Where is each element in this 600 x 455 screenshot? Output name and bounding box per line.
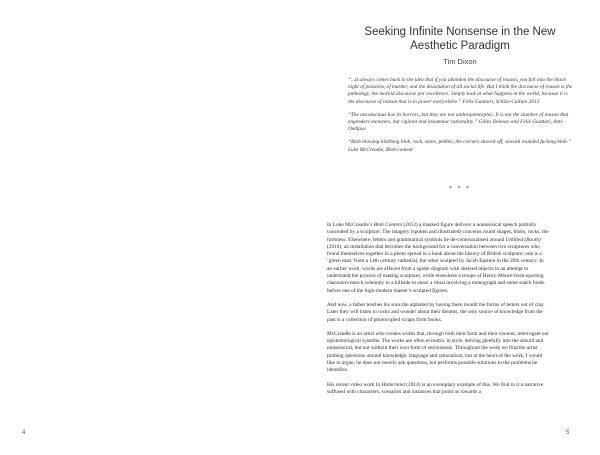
text-run: (2012) a masked figure delivers a nonsensical speech partially concealed by a sculpture. The imagery (spoken and illustrated) concerns round shapes, blobs, rocks, the formless. Elsewhere, letters and grammatical symbols lie de-contextualised around: [327, 222, 549, 243]
italic-title: Blob Content: [373, 222, 403, 228]
text-run: McCreadie is an artist who creates works that, through both their form and their content, interrogate our epistemological systems. The works are often eccentric in style, delving gleefully into the absurd and nonsensical, but not without their own form of seriousness. Throughout the work we find the artist probing questions around knowledge, language and rationalism, but at the heart of the work, I would like to argue, he does not merely ask questions, but performs possible solutions to the problems he identifies.: [327, 330, 549, 374]
text-run: And now, a father teaches his sons the alphabet by having them mould the forms of letters out of clay. Later they will listen to rocks and wonder about their dreams, the only source of knowledge from the past is a collection of photocopied scraps from books.: [327, 301, 545, 323]
italic-title: Untitled (Booth): [505, 236, 541, 243]
text-run: His recent video work: [327, 381, 376, 388]
epigraph: “Blob blowing blobbing blob, rock, stone, pebble, the corners shaved off, smooth rounded fucking blob.” Luke McCreadie, Blob content: [348, 139, 571, 153]
body-paragraph: [327, 222, 549, 295]
italic-title: In Hinterland: [375, 381, 405, 388]
author-name: Tim Dixon: [443, 57, 477, 66]
body-paragraph: [327, 302, 549, 324]
text-run: In Luke McCreadie’s: [327, 222, 374, 228]
body-text: [327, 222, 549, 403]
text-run: (2010), an installation that becomes the background for a conversation between two sculptures who found themselves together in a photo spread in a book about the history of British sculpture; one is a ‘green man’ from a 14th century cathedral, the other sculpted by Jacob Epstein in the 20th century. In an earlier work, words are effaced from a spider diagram with shelved objects in an attempt to understand the process of making sculpture, while elsewhere a troupe of Henry-Moore-form-sporting characters march solemnly to a hillside to enact a ritual involving a monograph and some snack foods before one of the high-modern master’s sculpted figures.: [327, 243, 545, 294]
text-run: (2014) is an exemplary example of this. We find in it a narrative suffused with characters, scenarios and instances that point us towards a: [327, 381, 544, 395]
epigraph: “The unconscious has its horrors, but they are not anthropomorphic. It is not the slumber of reason that engenders monsters, but vigilant and insomniac rationality.” Gilles Deleuze and Félix Guattari, Anti-Oedipus: [348, 111, 569, 133]
right-page: [300, 0, 600, 455]
epigraph: “...It always comes back to the idea that if you abandon the discourse of reason, you fall into the black night of passions, of murder, and the dissolution of all social life. But I think the discourse of reason is the pathology, the morbid discourse par excellence. Simply look at what happens in the world, because it is the discourse of reason that is in power everywhere.” Félix Guattari, Schizo-Culture 2013: [348, 77, 573, 105]
section-separator: * * *: [449, 186, 471, 192]
body-paragraph: [327, 331, 549, 375]
body-paragraph: [327, 382, 549, 397]
epigraph-list: [348, 77, 573, 160]
page-number-left: 4: [22, 430, 26, 436]
article-title: Seeking Infinite Nonsense in the New Aesthetic Paradigm: [364, 26, 556, 52]
page-number-right: 5: [566, 430, 570, 436]
